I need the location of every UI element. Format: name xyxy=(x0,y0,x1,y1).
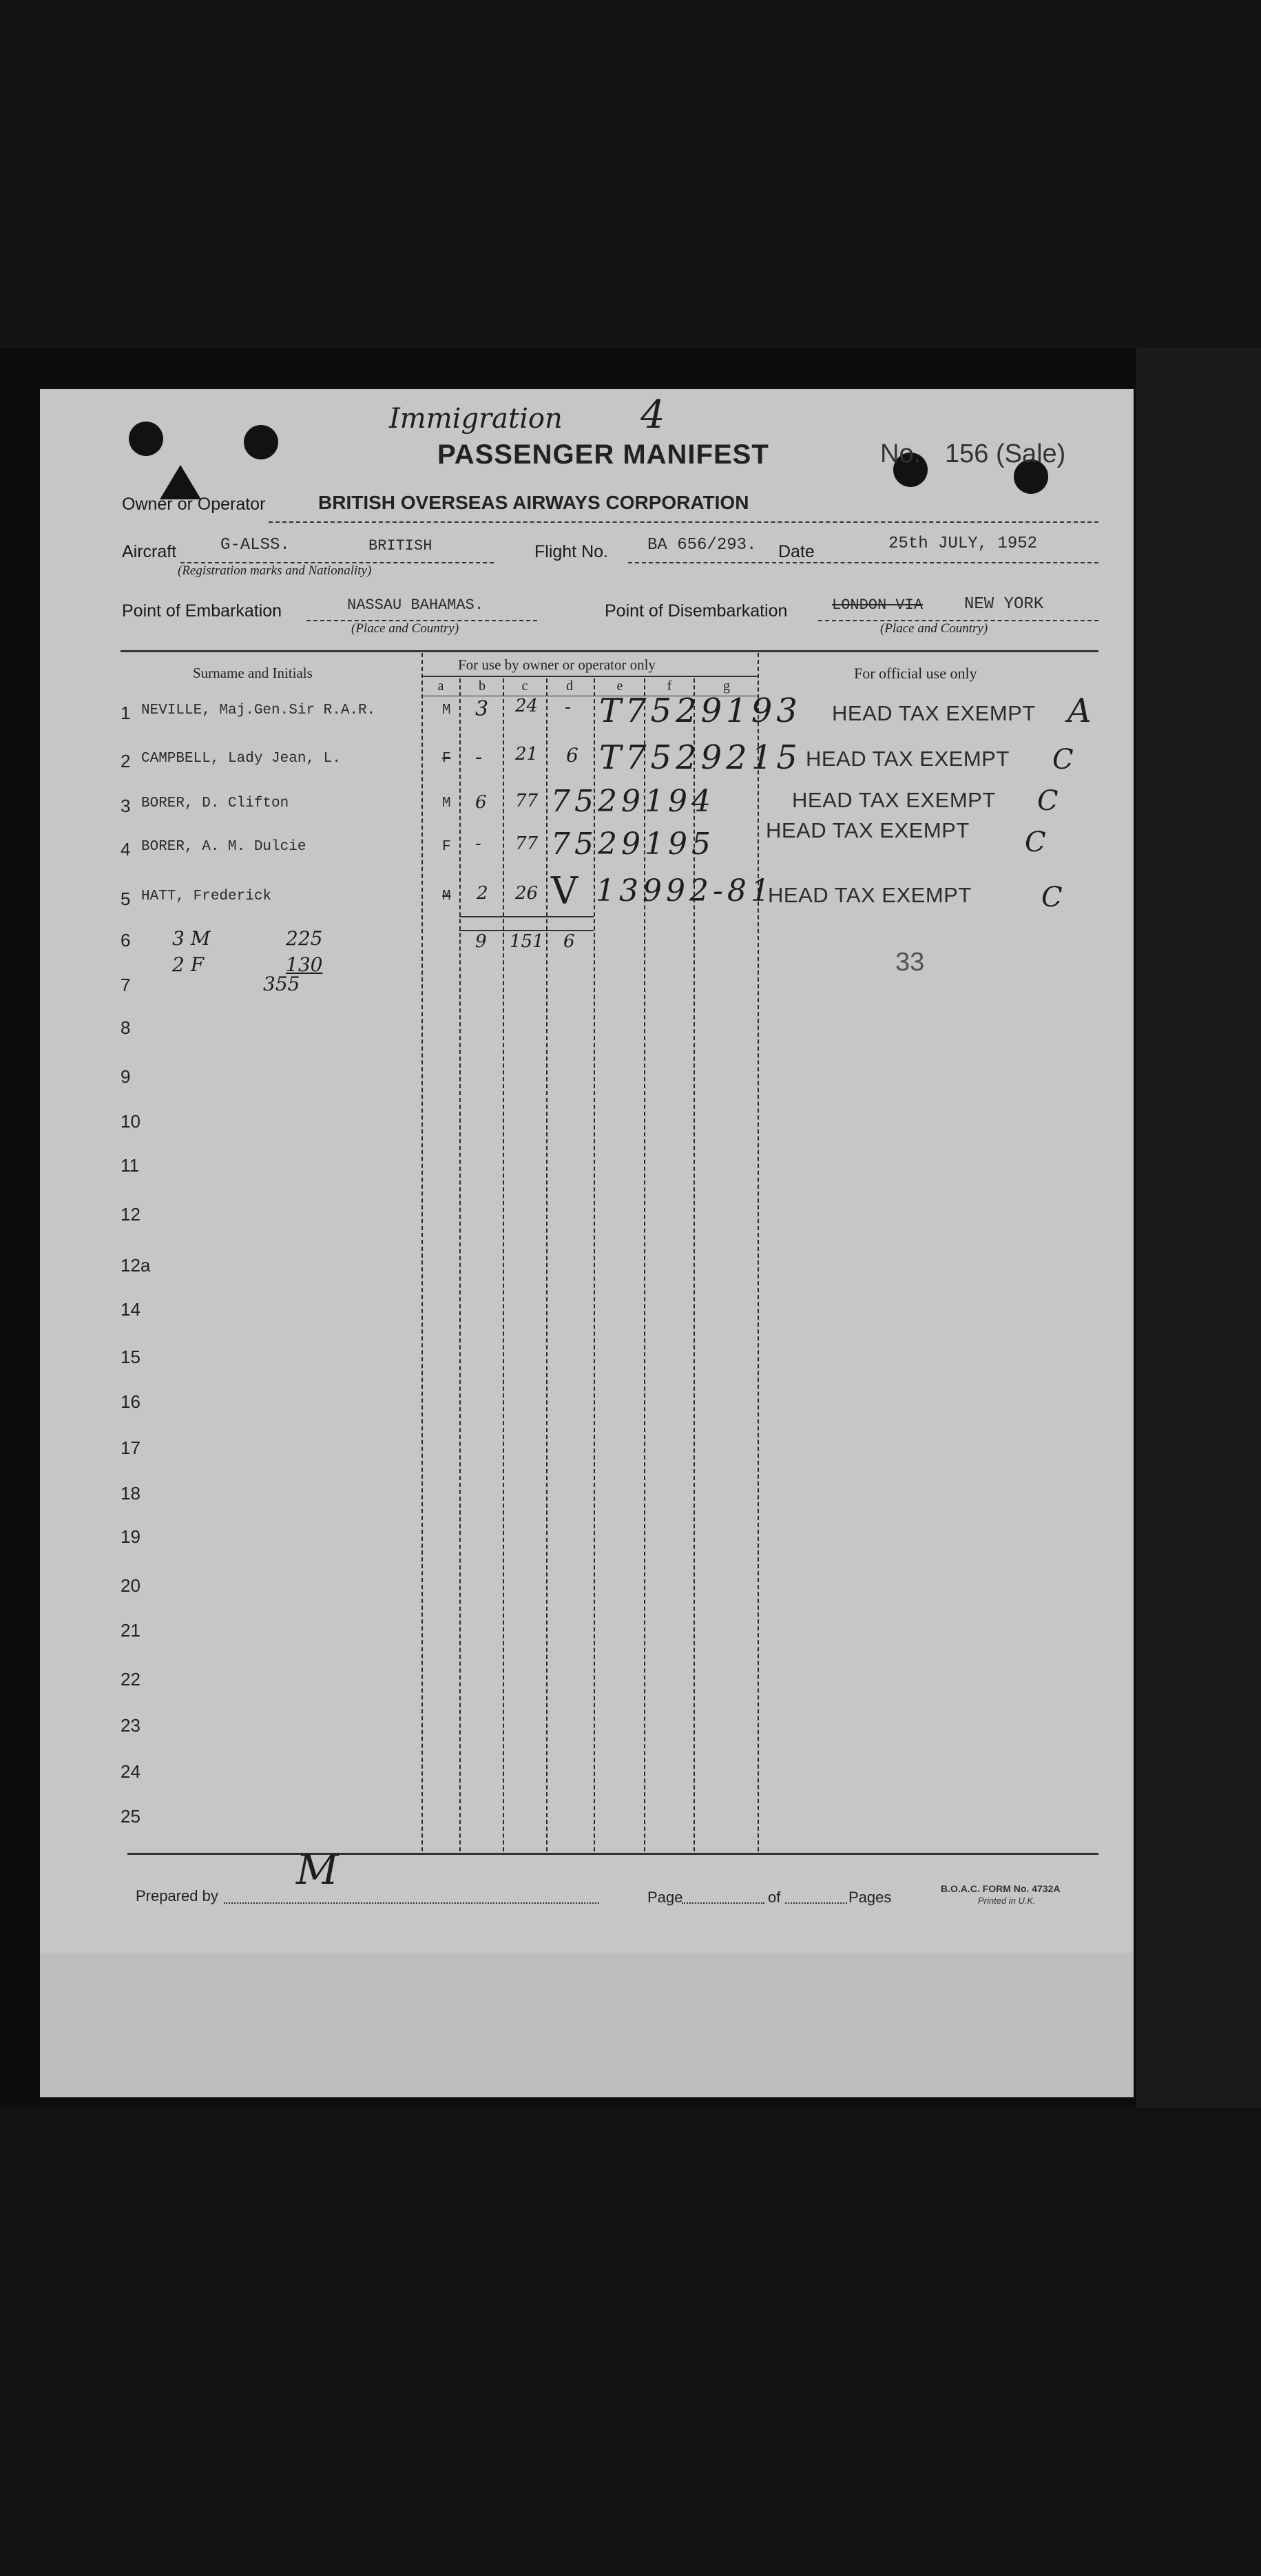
aircraft-nationality: BRITISH xyxy=(368,537,433,554)
manifest-number-label: No. xyxy=(880,439,921,468)
printed-in: Printed in U.K. xyxy=(978,1895,1036,1906)
preparer-initials: M xyxy=(296,1846,339,1894)
passenger-sex-5: M xyxy=(442,889,451,904)
subcolumn-e: e xyxy=(616,678,623,694)
pages-rule xyxy=(785,1902,847,1904)
official-use-header: For official use only xyxy=(854,665,977,682)
passenger-c-1: 24 xyxy=(515,696,539,716)
subcolumn-f: f xyxy=(667,678,672,694)
passenger-name-5: HATT, Frederick xyxy=(141,889,272,904)
head-tax-stamp-5: HEAD TAX EXEMPT xyxy=(768,883,972,907)
table-top-rule xyxy=(121,650,1098,652)
passenger-c-2: 21 xyxy=(515,744,539,765)
flight-number: BA 656/293. xyxy=(647,536,757,554)
passenger-name-3: BORER, D. Clifton xyxy=(141,796,289,811)
punch-hole-left-2 xyxy=(244,425,278,459)
passenger-sex-4: F xyxy=(442,839,451,855)
scan-border-top xyxy=(0,0,1261,348)
prepared-by-rule xyxy=(224,1902,599,1904)
row-number-25: 25 xyxy=(121,1806,140,1827)
row-number-1: 1 xyxy=(121,703,131,723)
row-number-18: 18 xyxy=(121,1483,140,1504)
flight-label: Flight No. xyxy=(534,542,608,561)
ticket-number-2: T7529215 xyxy=(599,738,802,777)
date-label: Date xyxy=(778,542,815,561)
aircraft-registration: G-ALSS. xyxy=(220,536,290,554)
column-rule-3 xyxy=(503,678,504,1851)
row-number-17: 17 xyxy=(121,1437,140,1458)
pages-label: Pages xyxy=(848,1889,892,1906)
official-mark-1: A xyxy=(1067,692,1092,730)
tally-total: 355 xyxy=(263,973,300,995)
aircraft-label: Aircraft xyxy=(122,542,177,561)
passenger-sex-2: F xyxy=(442,751,451,767)
passenger-d-1: - xyxy=(565,697,571,718)
official-mark-4: C xyxy=(1025,827,1046,858)
row-number-23: 23 xyxy=(121,1715,140,1736)
column-rule-2 xyxy=(459,678,461,1851)
ticket-number-1: T7529193 xyxy=(599,692,802,730)
ticket-number-3: 7529194 xyxy=(551,784,715,819)
official-mark-5: C xyxy=(1041,882,1063,913)
passenger-sex-1: M xyxy=(442,703,451,718)
tally-male-value: 225 xyxy=(286,927,323,950)
row-number-4: 4 xyxy=(121,839,131,860)
passenger-b-2: - xyxy=(475,745,483,769)
embarkation-label: Point of Embarkation xyxy=(122,601,282,621)
form-number: B.O.A.C. FORM No. 4732A xyxy=(941,1883,1061,1894)
passenger-c-3: 77 xyxy=(515,791,539,811)
row-number-19: 19 xyxy=(121,1526,140,1547)
row-number-21: 21 xyxy=(121,1620,140,1641)
row-number-12a: 12a xyxy=(121,1255,151,1276)
tally-female-value: 130 xyxy=(286,953,323,976)
row-number-20: 20 xyxy=(121,1575,140,1596)
owner-label: Owner or Operator xyxy=(122,495,266,514)
disembarkation-subcaption: (Place and Country) xyxy=(880,621,988,636)
row-number-16: 16 xyxy=(121,1391,140,1412)
sum-c: 151 xyxy=(510,931,544,952)
embarkation-subcaption: (Place and Country) xyxy=(351,621,459,636)
passenger-name-2: CAMPBELL, Lady Jean, L. xyxy=(141,751,341,767)
prepared-by-label: Prepared by xyxy=(136,1887,218,1904)
row-number-3: 3 xyxy=(121,796,131,816)
row-number-5: 5 xyxy=(121,889,131,909)
head-tax-stamp-2: HEAD TAX EXEMPT xyxy=(806,747,1010,771)
row-number-12: 12 xyxy=(121,1204,140,1225)
manifest-title: PASSENGER MANIFEST xyxy=(437,439,769,470)
tally-female: 2 F xyxy=(172,953,205,976)
scan-border-right xyxy=(1136,348,1261,2108)
paper-shadow xyxy=(40,1953,1134,2097)
disembarkation-struck: LONDON VIA xyxy=(832,596,924,614)
owner-rule xyxy=(269,521,1098,523)
handwritten-section-number: 4 xyxy=(640,393,665,437)
tally-male: 3 M xyxy=(172,927,211,950)
of-label: of xyxy=(768,1889,781,1906)
surname-column-header: Surname and Initials xyxy=(193,665,313,681)
sum-d: 6 xyxy=(563,931,575,952)
page-label: Page xyxy=(647,1889,683,1906)
flight-date: 25th JULY, 1952 xyxy=(888,534,1038,553)
owner-value: BRITISH OVERSEAS AIRWAYS CORPORATION xyxy=(318,492,749,513)
subcolumn-b: b xyxy=(479,678,486,694)
subcolumn-d: d xyxy=(566,678,573,694)
row-number-6: 6 xyxy=(121,930,131,951)
subcolumn-a: a xyxy=(437,678,444,694)
sum-b: 9 xyxy=(475,931,487,952)
passenger-c-5: 26 xyxy=(515,883,539,904)
passenger-b-3: 6 xyxy=(475,792,487,813)
passenger-name-1: NEVILLE, Maj.Gen.Sir R.A.R. xyxy=(141,703,376,718)
passenger-d-2: 6 xyxy=(566,744,579,767)
row-number-14: 14 xyxy=(121,1299,140,1320)
embarkation-value: NASSAU BAHAMAS. xyxy=(347,596,484,614)
table-bottom-rule xyxy=(127,1853,1098,1855)
head-tax-stamp-1: HEAD TAX EXEMPT xyxy=(832,701,1036,725)
row-number-9: 9 xyxy=(121,1066,131,1087)
sum-rule-1 xyxy=(459,916,594,917)
head-tax-stamp-4: HEAD TAX EXEMPT xyxy=(766,818,970,842)
scan-border-bottom xyxy=(0,2108,1261,2576)
official-mark-2: C xyxy=(1052,744,1074,776)
owner-use-header-rule xyxy=(421,676,758,677)
ticket-number-4: 7529195 xyxy=(551,827,715,862)
punch-hole-left-1 xyxy=(129,422,163,456)
row-number-2: 2 xyxy=(121,751,131,771)
checkmark-5: V xyxy=(551,869,578,913)
ticket-number-5: 13992-81 xyxy=(596,873,774,908)
row-number-8: 8 xyxy=(121,1017,131,1038)
official-mark-3: C xyxy=(1037,785,1059,817)
manifest-number: 156 (Sale) xyxy=(945,439,1066,468)
row-number-7: 7 xyxy=(121,975,131,995)
row-number-24: 24 xyxy=(121,1761,140,1782)
aircraft-subcaption: (Registration marks and Nationality) xyxy=(178,563,372,578)
passenger-b-1: 3 xyxy=(475,697,489,721)
passenger-b-4: - xyxy=(475,833,481,854)
passenger-name-4: BORER, A. M. Dulcie xyxy=(141,839,306,855)
subcolumn-g: g xyxy=(723,678,730,694)
row-number-22: 22 xyxy=(121,1669,140,1690)
flight-rule xyxy=(628,562,1098,563)
passenger-sex-3: M xyxy=(442,796,451,811)
manifest-page xyxy=(40,389,1134,2097)
column-rule-4 xyxy=(546,678,548,1851)
disembarkation-value: NEW YORK xyxy=(964,595,1044,614)
owner-use-header: For use by owner or operator only xyxy=(458,656,656,673)
row-number-11: 11 xyxy=(121,1155,139,1176)
disembarkation-label: Point of Disembarkation xyxy=(605,601,788,621)
column-rule-1 xyxy=(421,653,423,1851)
count-stamp: 33 xyxy=(895,948,925,977)
passenger-b-5: 2 xyxy=(477,883,488,904)
row-number-15: 15 xyxy=(121,1347,140,1367)
subcolumn-c: c xyxy=(521,678,528,694)
column-rule-8 xyxy=(758,653,759,1851)
head-tax-stamp-3: HEAD TAX EXEMPT xyxy=(792,788,996,812)
handwritten-immigration: Immigration xyxy=(389,403,563,435)
row-number-10: 10 xyxy=(121,1111,140,1132)
passenger-c-4: 77 xyxy=(515,833,539,854)
page-rule xyxy=(682,1902,764,1904)
